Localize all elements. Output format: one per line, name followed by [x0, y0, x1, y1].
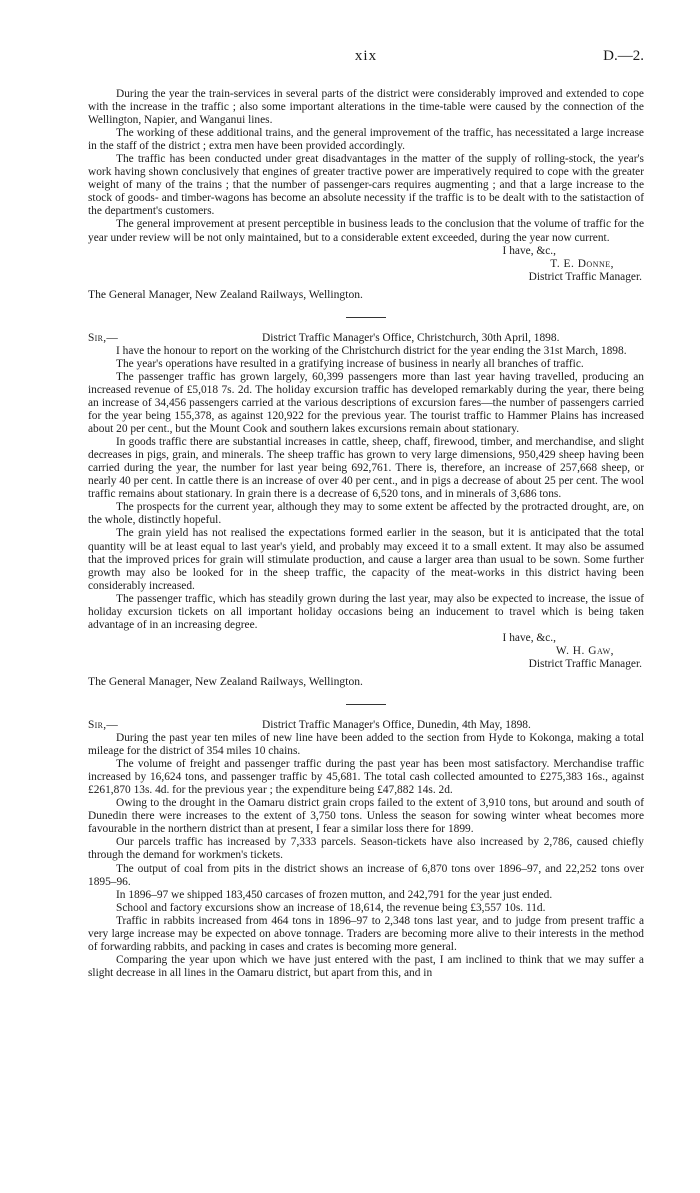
salutation: Sir,—	[88, 331, 119, 344]
paragraph: The general improvement at present perceptible in business leads to the conclusion that the volume of traffic for the year under review will be not only maintained, but to a considerable extent exceeded, during the year now current.	[88, 218, 644, 244]
paragraph: The prospects for the current year, although they may to some extent be affected by the protracted drought, are, on the whole, distinctly hopeful.	[88, 501, 644, 527]
paragraph: The passenger traffic, which has steadily grown during the last year, may also be expected to increase, the issue of holiday excursion tickets on all important holiday occasions being an inducement to travel which is being taken advantage of in an increasing degree.	[88, 592, 644, 631]
section-divider	[346, 317, 386, 318]
signatory-name: T. E. Donne,	[550, 257, 614, 270]
paragraph: The volume of freight and passenger traffic during the past year has been most satisfactory. Merchandise traffic increased by 16,624 tons, and passenger traffic by 45,681. The total cash collected amounted to £275,383 16s., against £261,870 13s. 4d. for the previous year ; the expenditure being £47,882 14s. 2d.	[88, 758, 644, 797]
paragraph: Traffic in rabbits increased from 464 tons in 1896–97 to 2,348 tons last year, and to judge from present traffic a very large increase may be expected on above tonnage. Traders are becoming more alive to their interests in the method of forwarding rabbits, and packing in cases and crates is becoming more general.	[88, 914, 644, 953]
addressee: The General Manager, New Zealand Railways, Wellington.	[88, 287, 363, 301]
paragraph: Our parcels traffic has increased by 7,333 parcels. Season-tickets have also increased by 2,786, caused chiefly through the demand for workmen's tickets.	[88, 836, 644, 862]
place-date: District Traffic Manager's Office, Christchurch, 30th April, 1898.	[262, 331, 560, 344]
report-wellington-conclusion	[88, 88, 644, 301]
paragraph: I have the honour to report on the working of the Christchurch district for the year ending the 31st March, 1898.	[116, 344, 627, 357]
paragraph: During the past year ten miles of new line have been added to the section from Hyde to Kokonga, making a total mileage for the district of 354 miles 10 chains.	[88, 732, 644, 758]
addressee: The General Manager, New Zealand Railways, Wellington.	[88, 674, 363, 688]
closing: I have, &c.,	[502, 631, 556, 644]
paragraph: The traffic has been conducted under great disadvantages in the matter of the supply of rolling-stock, the year's work having shown conclusively that engines of greater tractive power are imperatively required to cope with the greater weight of many of the trains ; that the number of passenger-cars requires augmenting ; and that a large increase to the stock of goods- and timber-wagons has become an absolute necessity if the traffic is to be dealt with to the satistaction of the department's customers.	[88, 153, 644, 218]
paragraph: School and factory excursions show an increase of 18,614, the revenue being £3,557 10s. 11d.	[116, 901, 546, 914]
paragraph: The year's operations have resulted in a gratifying increase of business in nearly all branches of traffic.	[116, 357, 584, 370]
letter-heading	[88, 719, 644, 732]
salutation: Sir,—	[88, 719, 119, 732]
section-divider	[346, 704, 386, 705]
report-christchurch	[88, 332, 644, 688]
paragraph: In 1896–97 we shipped 183,450 carcases of frozen mutton, and 242,791 for the year just ended.	[116, 888, 553, 901]
document-reference: D.—2.	[603, 48, 644, 64]
signature-block	[88, 632, 644, 671]
paragraph: In goods traffic there are substantial increases in cattle, sheep, chaff, firewood, timber, and merchandise, and slight decreases in pigs, grain, and minerals. The sheep traffic has grown to very large dimensions, 950,429 sheep having been carried during the year, the number for last year being 692,761. There is, therefore, an increase of 257,668 sheep, or nearly 40 per cent. In cattle there is an increase of over 40 per cent., and in pigs a decrease of about 25 per cent. The wool traffic remains about stationary. In grain there is a decrease of 6,520 tons, and in minerals of 3,686 tons.	[88, 436, 644, 501]
paragraph: The output of coal from pits in the district shows an increase of 6,870 tons over 1896–97, and 22,252 tons over 1895–96.	[88, 862, 644, 888]
page-content	[88, 88, 644, 980]
paragraph: Comparing the year upon which we have just entered with the past, I am inclined to think that we may suffer a slight decrease in all lines in the Oamaru district, but apart from this, and in	[88, 953, 644, 979]
closing: I have, &c.,	[502, 244, 556, 257]
paragraph: The passenger traffic has grown largely, 60,399 passengers more than last year having travelled, producing an increased revenue of £5,018 7s. 2d. The holiday excursion traffic has developed remarkably during the year, there being an increase of 34,456 passengers carried at the various descriptions of excursion fares—the number of passengers carried for the year being 155,378, as against 120,922 for the previous year. The tourist traffic to Hammer Plains has increased about 20 per cent., but the Mount Cook and southern lakes excursions remain about stationary.	[88, 370, 644, 436]
report-dunedin	[88, 719, 644, 980]
signatory-title: District Traffic Manager.	[528, 657, 642, 670]
page-number: xix	[354, 48, 378, 64]
paragraph: Owing to the drought in the Oamaru district grain crops failed to the extent of 3,910 tons, but around and south of Dunedin there were increases to the extent of 3,750 tons. Unless the season for sowing winter wheat becomes more favourable in the northern district than at present, I fear a similar loss there for 1899.	[88, 797, 644, 836]
signature-block	[88, 245, 644, 284]
paragraph: The working of these additional trains, and the general improvement of the traffic, has necessitated a large increase in the staff of the district ; extra men have been provided accordingly.	[88, 127, 644, 153]
page-header	[88, 50, 644, 70]
paragraph: During the year the train-services in several parts of the district were considerably improved and extended to cope with the increase in the traffic ; also some important alterations in the time-table were caused by the connection of the Wellington, Napier, and Wanganui lines.	[88, 88, 644, 127]
signatory-title: District Traffic Manager.	[528, 270, 642, 283]
place-date: District Traffic Manager's Office, Dunedin, 4th May, 1898.	[262, 719, 531, 732]
signatory-name: W. H. Gaw,	[555, 644, 614, 657]
letter-heading	[88, 332, 644, 345]
paragraph: The grain yield has not realised the expectations formed earlier in the season, but it is anticipated that the total quantity will be at least equal to last year's yield, and probably may exceed it to a small extent. It may also be assumed that the improved prices for grain will stimulate production, and cause a larger area than usual to be sown. Some further growth may also be looked for in the sheep traffic, the capacity of the meat-works in this district having been considerably increased.	[88, 527, 644, 592]
